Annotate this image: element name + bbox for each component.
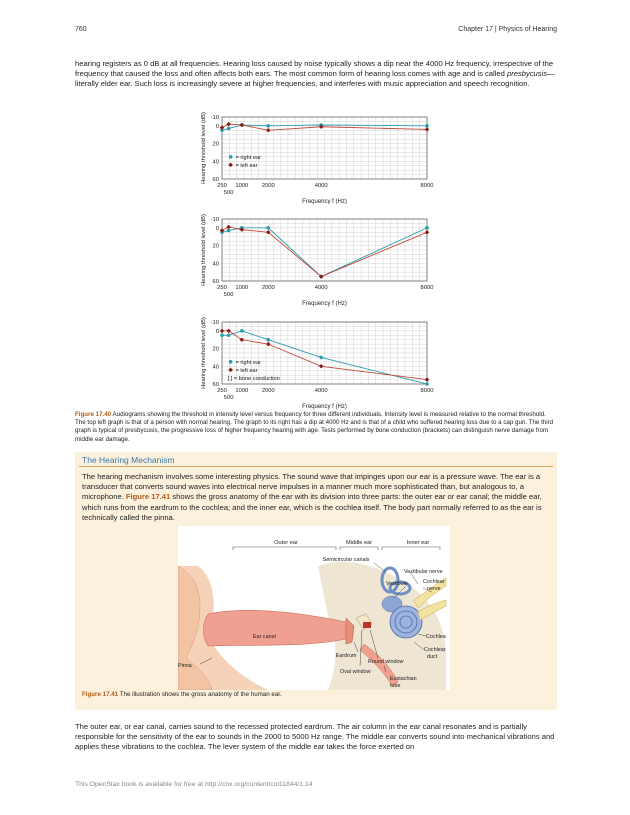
- x-tick-label: 8000: [420, 388, 434, 394]
- x-tick-label: 8000: [420, 285, 434, 291]
- x-tick-label: 250: [217, 285, 227, 291]
- x-tick-label: 4000: [314, 285, 328, 291]
- label-cochlea: Cochlea: [426, 634, 446, 640]
- label-cochlear-nerve-1: Cochlear: [423, 579, 445, 585]
- x-tick-label: 2000: [261, 285, 275, 291]
- x-tick-label: 250: [217, 183, 227, 189]
- data-point-right-ear: [319, 356, 323, 360]
- label-oval-window: Oval window: [340, 669, 371, 675]
- data-point-right-ear: [227, 229, 231, 233]
- label-cochlear-duct-1: Cochlear: [424, 647, 446, 653]
- label-outer-ear: Outer ear: [274, 540, 298, 546]
- data-point-left-ear: [319, 364, 324, 369]
- label-eustachian-1: Eustachian: [390, 676, 417, 682]
- intro-text-1: hearing registers as 0 dB at all frequencies. Hearing loss caused by noise typically shows a dip near the 4000 Hz frequency, irrespective of the frequency that caused the loss and often affects both ears. The most common form of hearing loss comes with age and is called: [75, 59, 554, 79]
- legend-marker-left-ear: [228, 163, 233, 168]
- chart-grid: [222, 322, 427, 384]
- data-point-right-ear: [425, 382, 429, 386]
- x-axis-label: Frequency f (Hz): [302, 199, 347, 204]
- intro-italic: presbycusis: [506, 69, 548, 79]
- label-middle-ear: Middle ear: [345, 540, 373, 546]
- label-vestibular-nerve: Vestibular nerve: [404, 569, 443, 575]
- y-tick-label: -10: [210, 115, 219, 121]
- label-cochlear-nerve-2: nerve: [427, 586, 441, 592]
- data-point-right-ear: [220, 333, 224, 337]
- label-round-window: Round window: [368, 659, 404, 665]
- label-eardrum: Eardrum: [335, 653, 357, 659]
- y-tick-label: 60: [212, 279, 219, 285]
- audiogram-presbycusis: [197, 308, 442, 411]
- figure-40-caption: [75, 411, 557, 444]
- audiogram-normal: [197, 103, 442, 204]
- round-window-marker: [363, 622, 371, 628]
- x-axis-label: Frequency f (Hz): [302, 404, 347, 410]
- figure-40-label: Figure 17.40: [75, 411, 112, 418]
- x-axis-label: Frequency f (Hz): [302, 301, 347, 307]
- legend-marker-right-ear: [229, 360, 233, 364]
- figure-41-label: Figure 17.41: [82, 691, 119, 698]
- figure-40-caption-text: Audiograms showing the threshold in intensity level versus frequency for three different individuals. Intensity level is measured relative to the normal threshold. The top left graph is that of a person with normal hearing. The graph to its right has a dip at 4000 Hz and is that of a child who suffered hearing loss due to a cap gun. The third graph is typical of presbycusis, the progressive loss of higher frequency hearing with age. Tests performed by bone conduction (brackets) can distinguish nerve damage from middle ear damage.: [75, 411, 554, 443]
- data-point-right-ear: [266, 338, 270, 342]
- x-tick-label: 500: [223, 395, 234, 401]
- data-point-left-ear: [240, 123, 245, 128]
- data-point-left-ear: [266, 128, 271, 133]
- box-title: The Hearing Mechanism: [82, 455, 175, 465]
- data-point-right-ear: [266, 124, 270, 128]
- y-axis-label: Hearing threshold level (dB): [201, 112, 207, 184]
- y-axis-label: Hearing threshold level (dB): [201, 317, 207, 389]
- figure-41-link[interactable]: Figure 17.41: [125, 492, 171, 502]
- x-tick-label: 2000: [261, 388, 275, 394]
- label-inner-ear: Inner ear: [406, 540, 430, 546]
- legend-label: = right ear: [235, 154, 261, 161]
- ear-anatomy-figure: [178, 526, 450, 690]
- y-tick-label: 0: [215, 225, 219, 232]
- figure-41-caption: [82, 691, 552, 699]
- x-tick-label: 4000: [314, 183, 328, 189]
- label-semicircular: Semicircular canals: [322, 557, 370, 563]
- data-point-left-ear: [220, 329, 225, 334]
- legend-label: = left ear: [235, 367, 258, 374]
- y-tick-label: 0: [215, 328, 219, 335]
- data-point-right-ear: [227, 127, 231, 131]
- legend-label: = left ear: [235, 162, 258, 169]
- label-pinna: Pinna: [178, 663, 192, 669]
- x-tick-label: 8000: [420, 183, 434, 189]
- y-axis-label: Hearing threshold level (dB): [201, 214, 207, 286]
- x-tick-label: 1000: [235, 388, 249, 394]
- label-eustachian-2: tube: [390, 683, 401, 689]
- y-tick-label: 40: [212, 261, 219, 268]
- box-text-1: The hearing mechanism involves some interesting physics. The sound wave that impinges upon our ear is a pressure wave. The ear is a transducer that converts sound waves into electrical nerve impulses in a manner much more sophisticated than, but analogous to, a microphone.: [82, 472, 541, 502]
- intro-text-2: —literally elder ear. Such loss is increasingly severe at higher frequencies, and interferes with music appreciation and speech recognition.: [75, 69, 555, 89]
- y-tick-label: -10: [210, 320, 219, 326]
- data-point-left-ear: [226, 225, 231, 230]
- data-point-left-ear: [266, 342, 271, 347]
- label-ear-canal: Ear canal: [253, 634, 276, 640]
- y-tick-label: 20: [212, 141, 219, 148]
- box-text-2: shows the gross anatomy of the ear with its division into three parts: the outer ear or ear canal; the middle ear, which runs from the eardrum to the cochlea; and the inner ear, which is the cochlea itself. The body part normally referred to as the ear is technically called the pinna.: [82, 492, 542, 522]
- label-vestibule: Vestibule: [386, 581, 408, 587]
- data-point-right-ear: [240, 329, 244, 333]
- cochlea-shape: [390, 606, 422, 638]
- footer-text: This OpenStax book is available for free at http://cnx.org/content/col11844/1.14: [75, 781, 313, 788]
- y-tick-label: 40: [212, 364, 219, 371]
- data-point-left-ear: [425, 230, 430, 235]
- chapter-title: Chapter 17 | Physics of Hearing: [458, 26, 557, 33]
- data-point-left-ear: [425, 127, 430, 132]
- box-divider: [79, 466, 553, 467]
- legend-label: = right ear: [235, 359, 261, 366]
- y-tick-label: 60: [212, 177, 219, 183]
- data-point-right-ear: [425, 226, 429, 230]
- y-tick-label: 40: [212, 159, 219, 166]
- y-tick-label: 0: [215, 123, 219, 130]
- outro-paragraph: The outer ear, or ear canal, carries sound to the recessed protected eardrum. The air column in the ear canal resonates and is partially responsible for the sensitivity of the ear to sounds in the 2000 to 5000 Hz range. The middle ear converts sound into mechanical vibrations and applies these vibrations to the cochlea. The lever system of the middle ear takes the force exerted on: [75, 722, 555, 752]
- legend-marker-left-ear: [228, 368, 233, 373]
- y-tick-label: 20: [212, 243, 219, 250]
- y-tick-label: 60: [212, 382, 219, 388]
- box-paragraph: [82, 472, 552, 523]
- x-tick-label: 500: [223, 292, 234, 298]
- intro-paragraph: [75, 59, 557, 90]
- figure-41-caption-text: The illustration shows the gross anatomy of the human ear.: [118, 691, 282, 698]
- y-tick-label: -10: [210, 217, 219, 223]
- audiogram-noise-dip: [197, 205, 442, 310]
- x-tick-label: 4000: [314, 388, 328, 394]
- x-tick-label: 1000: [235, 183, 249, 189]
- data-point-right-ear: [227, 333, 231, 337]
- y-tick-label: 20: [212, 346, 219, 353]
- x-tick-label: 250: [217, 388, 227, 394]
- legend-label: [ ] = bone conduction: [227, 375, 280, 382]
- x-tick-label: 1000: [235, 285, 249, 291]
- data-point-right-ear: [266, 226, 270, 230]
- label-cochlear-duct-2: duct: [427, 654, 438, 660]
- data-point-right-ear: [425, 124, 429, 128]
- page-number: 760: [75, 26, 87, 33]
- chart-grid: [222, 117, 427, 179]
- data-point-left-ear: [425, 377, 430, 382]
- x-tick-label: 500: [223, 190, 234, 196]
- legend-marker-right-ear: [229, 155, 233, 159]
- x-tick-label: 2000: [261, 183, 275, 189]
